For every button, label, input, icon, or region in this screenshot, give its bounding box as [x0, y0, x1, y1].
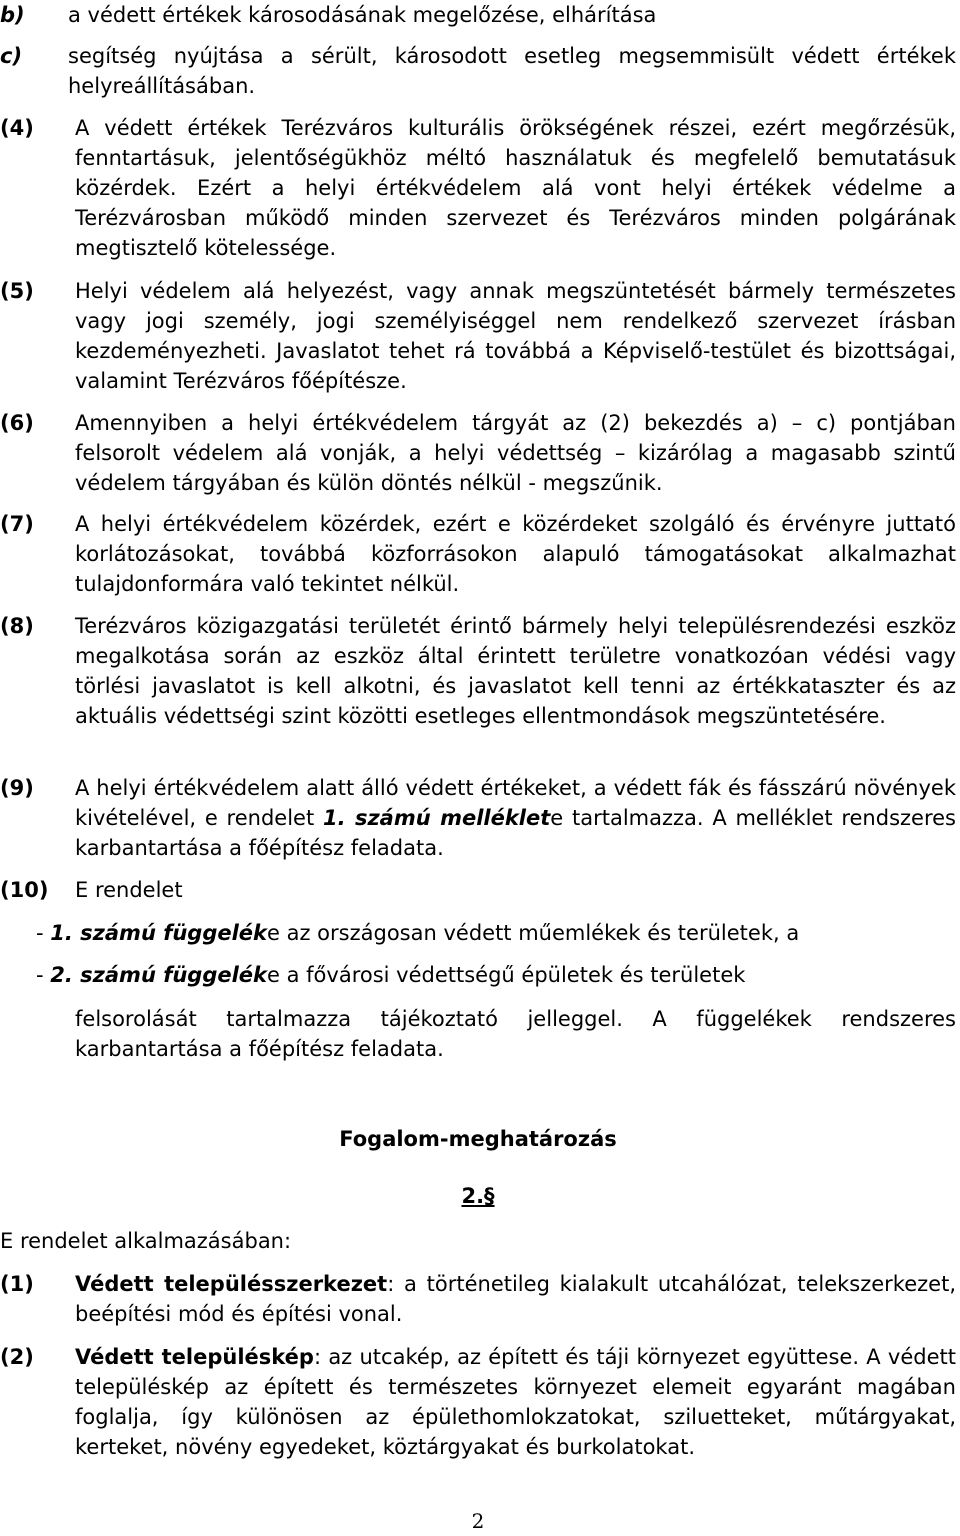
paragraph-8	[0, 611, 956, 731]
list-item-b	[0, 0, 956, 30]
paragraph-4	[0, 113, 956, 263]
appendix-reference: 1. számú függelék	[50, 921, 268, 945]
definition-2	[0, 1342, 956, 1462]
paragraph-text: Terézváros közigazgatási területét érintő bármely helyi településrendezési eszköz megalkotása során az eszköz által érintett területre vonatkozóan védési vagy törlési javaslatot is kell alkotni, és javaslatot kell tenni az értékkataszter és az aktuális védettségi szint közötti esetleges ellentmondások megszüntetésére.	[75, 614, 956, 728]
paragraph-5	[0, 276, 956, 396]
definition-text	[75, 1342, 956, 1462]
appendix-closing	[0, 1004, 956, 1064]
list-item-c	[0, 41, 956, 101]
section-number-text: 2.§	[461, 1184, 495, 1208]
page-number: 2	[471, 1509, 485, 1533]
paragraph-number: (6)	[0, 411, 34, 435]
paragraph-text: A védett értékek Terézváros kulturális örökségének részei, ezért megőrzésük, fenntartásuk, jelentőségükhöz méltó használatuk és megfelelő bemutatásuk közérdek. Ezért a helyi értékvédelem alá vont helyi értékek védelme a Terézvárosban működő minden szervezet és Terézváros minden polgárának megtisztelő kötelessége.	[75, 116, 956, 260]
section-number	[0, 1181, 956, 1211]
paragraph-number: (7)	[0, 512, 34, 536]
paragraph-9	[0, 773, 956, 863]
definition-text	[75, 1269, 956, 1329]
definition-number: (2)	[0, 1345, 34, 1369]
definition-number: (1)	[0, 1272, 34, 1296]
item-text: a védett értékek károsodásának megelőzése, elhárítása	[68, 3, 657, 27]
paragraph-10	[0, 875, 956, 905]
text-segment: e az országosan védett műemlékek és területek, a	[267, 921, 800, 945]
item-text: segítség nyújtása a sérült, károsodott esetleg megsemmisült védett értékek helyreállításában.	[68, 44, 956, 98]
section-title: Fogalom-meghatározás	[339, 1127, 617, 1151]
paragraph-text: E rendelet	[75, 878, 183, 902]
text-segment: e a fővárosi védettségű épületek és területek	[267, 963, 746, 987]
paragraph-7	[0, 509, 956, 599]
text-segment: e tartalmazza. A melléklet rendszeres karbantartása a főépítész feladata.	[75, 806, 956, 860]
item-label: c)	[0, 44, 23, 68]
intro-text: E rendelet alkalmazásában:	[0, 1229, 292, 1253]
paragraph-number: (10)	[0, 878, 49, 902]
section-heading	[0, 1124, 956, 1154]
appendix-item-2	[36, 960, 956, 990]
text-segment: : a történetileg kialakult utcahálózat, telekszerkezet, beépítési mód és építési vonal.	[75, 1272, 956, 1326]
section-intro	[0, 1226, 956, 1256]
appendix-item-1	[36, 918, 956, 948]
paragraph-text: felsorolását tartalmazza tájékoztató jelleggel. A függelékek rendszeres karbantartása a főépítész feladata.	[75, 1007, 956, 1061]
definition-1	[0, 1269, 956, 1329]
text-segment: -	[36, 921, 51, 945]
appendix-reference: 2. számú függelék	[50, 963, 268, 987]
paragraph-text: Amennyiben a helyi értékvédelem tárgyát az (2) bekezdés a) – c) pontjában felsorolt védelem alá vonják, a helyi védettség – kizárólag a magasabb szintű védelem tárgyában és külön döntés nélkül - megszűnik.	[75, 411, 956, 495]
paragraph-number: (8)	[0, 614, 34, 638]
text-segment: -	[36, 963, 51, 987]
text-segment: : az utcakép, az épített és táji környezet együttese. A védett településkép az épített és természetes környezet elemeit egyaránt magában foglalja, így különösen az épülethomlokzatokat, sziluetteket, műtárgyakat, kerteket, növény egyedeket, köztárgyakat és burkolatokat.	[75, 1345, 956, 1459]
definition-term: Védett településkép	[75, 1345, 314, 1369]
paragraph-number: (4)	[0, 116, 34, 140]
text-segment: A helyi értékvédelem alatt álló védett értékeket, a védett fák és fásszárú növények kivételével, e rendelet	[75, 776, 956, 830]
annex-reference: 1. számú melléklet	[322, 806, 551, 830]
paragraph-text	[75, 773, 956, 863]
paragraph-6	[0, 408, 956, 498]
paragraph-text: Helyi védelem alá helyezést, vagy annak megszüntetését bármely természetes vagy jogi személy, jogi személyiséggel nem rendelkező szervezet írásban kezdeményezheti. Javaslatot tehet rá továbbá a Képviselő-testület és bizottságai, valamint Terézváros főépítésze.	[75, 279, 956, 393]
paragraph-text: A helyi értékvédelem közérdek, ezért e közérdeket szolgáló és érvényre juttató korlátozásokat, továbbá közforrásokon alapuló támogatásokat alkalmazhat tulajdonformára való tekintet nélkül.	[75, 512, 956, 596]
paragraph-number: (5)	[0, 279, 34, 303]
definition-term: Védett településszerkezet	[75, 1272, 388, 1296]
item-label: b)	[0, 3, 25, 27]
paragraph-number: (9)	[0, 776, 34, 800]
